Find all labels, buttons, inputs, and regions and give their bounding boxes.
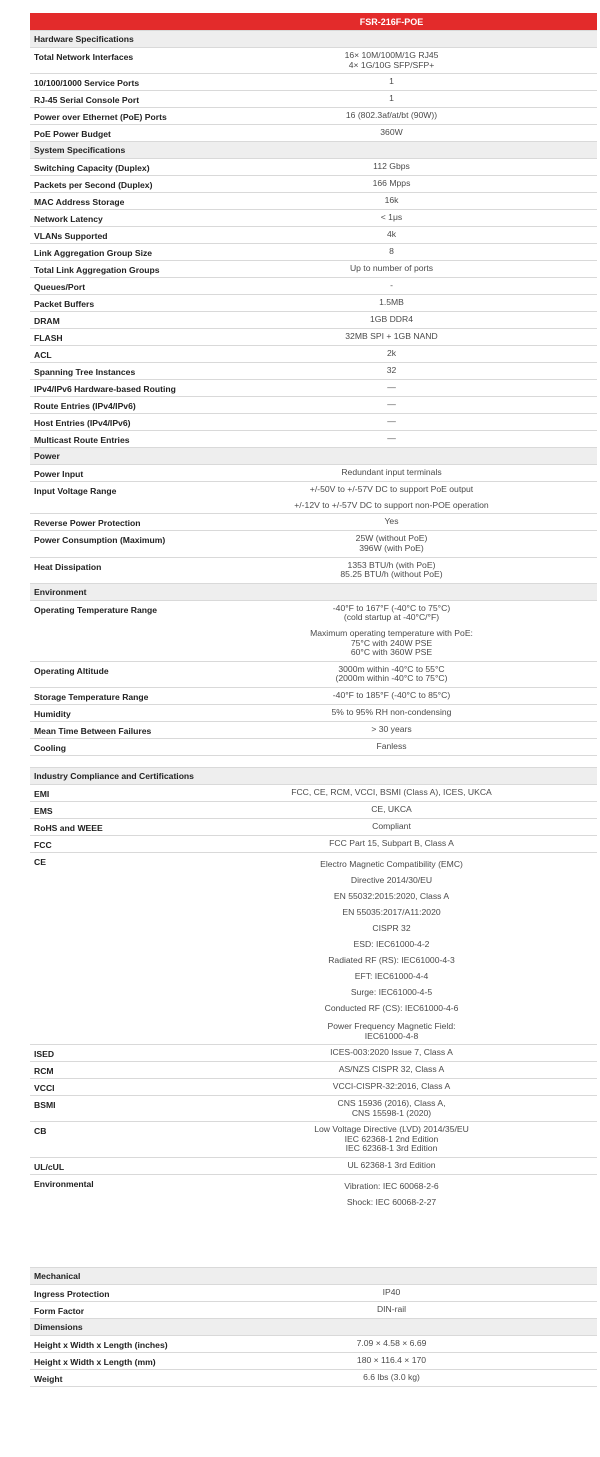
spec-row <box>30 835 597 852</box>
section-mechanical-title: Mechanical <box>30 1267 597 1284</box>
spec-label: Queues/Port <box>34 282 86 293</box>
spec-label: EMI <box>34 788 50 799</box>
spec-row <box>30 721 597 738</box>
spec-value: 2k <box>386 348 397 359</box>
spec-table <box>30 13 597 1387</box>
spec-label: Packets per Second (Duplex) <box>34 180 153 191</box>
spec-value: — <box>387 382 396 393</box>
spec-row <box>30 481 597 513</box>
spec-value: 1 <box>389 93 394 104</box>
spec-value: CE, UKCA <box>371 803 412 814</box>
value-line: -40°F to 167°F (-40°C to 75°C) <box>332 602 451 613</box>
spec-label: Height x Width x Length (inches) <box>34 1340 168 1351</box>
spec-value <box>226 601 597 661</box>
spec-row <box>30 345 597 362</box>
spec-row <box>30 530 597 556</box>
spec-value: DIN-rail <box>376 1304 407 1315</box>
spec-label: RCM <box>34 1066 54 1077</box>
spec-label: Multicast Route Entries <box>34 435 130 446</box>
section-system-title: System Specifications <box>30 141 597 158</box>
spec-row <box>30 1095 597 1121</box>
spec-label: RoHS and WEEE <box>34 822 103 833</box>
spec-label: Environmental <box>34 1179 94 1190</box>
spec-label: Humidity <box>34 708 71 719</box>
spec-row <box>30 430 597 447</box>
spec-label: Mean Time Between Failures <box>34 725 152 736</box>
section-power-title: Power <box>30 447 597 464</box>
spec-row <box>30 818 597 835</box>
spec-value: 1 <box>389 76 394 87</box>
value-line: 75°C with 240W PSE <box>350 637 433 648</box>
spec-value: < 1μs <box>380 212 403 223</box>
spec-label: VLANs Supported <box>34 231 108 242</box>
spec-row <box>30 294 597 311</box>
spec-label: UL/cUL <box>34 1162 65 1173</box>
value-line: IEC 62368-1 3rd Edition <box>345 1143 438 1154</box>
spec-label: Storage Temperature Range <box>34 691 149 702</box>
spec-row <box>30 784 597 801</box>
spec-label: Packet Buffers <box>34 299 95 310</box>
spec-label: Height x Width x Length (mm) <box>34 1357 156 1368</box>
spec-row <box>30 413 597 430</box>
spec-row <box>30 158 597 175</box>
spec-value: - <box>390 280 393 291</box>
spec-value: — <box>387 416 396 427</box>
spec-row <box>30 277 597 294</box>
spec-label: FCC <box>34 839 52 850</box>
spec-row <box>30 90 597 107</box>
spec-value: AS/NZS CISPR 32, Class A <box>338 1064 445 1075</box>
section-hardware-title: Hardware Specifications <box>30 30 597 47</box>
section-compliance-title: Industry Compliance and Certifications <box>30 767 597 784</box>
spec-label: Operating Altitude <box>34 665 109 676</box>
spec-value: Compliant <box>372 820 411 831</box>
spec-value: 32MB SPI + 1GB NAND <box>345 331 438 342</box>
spec-label: ISED <box>34 1049 55 1060</box>
spec-value <box>226 1175 597 1213</box>
value-line: +/-50V to +/-57V DC to support PoE output <box>309 484 474 495</box>
spec-label: ACL <box>34 350 52 361</box>
spec-row <box>30 1078 597 1095</box>
spec-row <box>30 243 597 260</box>
value-line: CNS 15936 (2016), Class A, <box>337 1098 446 1109</box>
value-line: Vibration: IEC 60068-2-6 <box>344 1181 439 1192</box>
spec-row <box>30 47 597 73</box>
spec-value: > 30 years <box>371 723 412 734</box>
spec-value: 112 Gbps <box>373 161 410 172</box>
value-line: IEC61000-4-8 <box>364 1030 419 1041</box>
spec-label: CB <box>34 1126 47 1137</box>
spec-value: Redundant input terminals <box>341 467 442 478</box>
spec-value: 180 × 116.4 × 170 <box>356 1355 427 1366</box>
spec-value: 360W <box>380 127 403 138</box>
value-line: Electro Magnetic Compatibility (EMC) <box>320 858 463 869</box>
value-line: +/-12V to +/-57V DC to support non-POE operation <box>294 499 489 510</box>
spec-row <box>30 124 597 141</box>
spec-label: IPv4/IPv6 Hardware-based Routing <box>34 384 176 395</box>
value-line: Maximum operating temperature with PoE: <box>310 627 473 638</box>
spec-row <box>30 1335 597 1352</box>
spec-row <box>30 1301 597 1318</box>
section-spacer <box>30 755 597 767</box>
spec-row <box>30 175 597 192</box>
spec-value: 166 Mpps <box>372 178 411 189</box>
spec-value: — <box>387 433 396 444</box>
spec-value <box>226 482 597 513</box>
spec-label: PoE Power Budget <box>34 129 111 140</box>
value-line: Surge: IEC61000-4-5 <box>350 986 433 997</box>
table-bottom-border <box>30 1386 597 1387</box>
spec-value: 8 <box>389 246 394 257</box>
spec-row <box>30 738 597 755</box>
spec-row <box>30 1174 597 1213</box>
value-line: 25W (without PoE) <box>355 533 428 544</box>
spec-value: 16 (802.3af/at/bt (90W)) <box>345 110 438 121</box>
spec-value: FCC Part 15, Subpart B, Class A <box>329 837 454 848</box>
value-line: (2000m within -40°C to 75°C) <box>335 673 448 684</box>
value-line: EN 55032:2015:2020, Class A <box>333 890 450 901</box>
spec-label: Power Consumption (Maximum) <box>34 535 166 546</box>
spec-label: Form Factor <box>34 1306 85 1317</box>
spec-label: Power over Ethernet (PoE) Ports <box>34 112 167 123</box>
spec-value: 7.09 × 4.58 × 6.69 <box>356 1338 427 1349</box>
spec-value: — <box>387 399 396 410</box>
spec-label: Total Link Aggregation Groups <box>34 265 160 276</box>
value-line: Power Frequency Magnetic Field: <box>327 1020 456 1031</box>
value-line: IEC 62368-1 2nd Edition <box>344 1133 439 1144</box>
spec-label: Weight <box>34 1374 63 1385</box>
spec-value <box>226 1096 597 1121</box>
spec-label: Total Network Interfaces <box>34 52 134 62</box>
spec-row <box>30 513 597 530</box>
spec-label: 10/100/1000 Service Ports <box>34 78 140 89</box>
spec-label: RJ-45 Serial Console Port <box>34 95 140 106</box>
spec-label: Input Voltage Range <box>34 486 117 497</box>
spec-value: Yes <box>384 516 399 527</box>
value-line: ESD: IEC61000-4-2 <box>353 938 430 949</box>
spec-label: Network Latency <box>34 214 103 225</box>
spec-row <box>30 107 597 124</box>
spec-label: Route Entries (IPv4/IPv6) <box>34 401 136 412</box>
spec-row <box>30 73 597 90</box>
spec-row <box>30 226 597 243</box>
value-line: Conducted RF (CS): IEC61000-4-6 <box>324 1002 459 1013</box>
spec-value: VCCI-CISPR-32:2016, Class A <box>332 1081 451 1092</box>
spec-row <box>30 311 597 328</box>
spec-value: ICES-003:2020 Issue 7, Class A <box>330 1047 453 1058</box>
spec-value: 32 <box>386 365 397 376</box>
value-line: Directive 2014/30/EU <box>350 874 433 885</box>
value-line: Low Voltage Directive (LVD) 2014/35/EU <box>314 1124 469 1135</box>
spec-value: IP40 <box>382 1287 401 1298</box>
spec-row <box>30 209 597 226</box>
spec-row <box>30 687 597 704</box>
spec-row <box>30 362 597 379</box>
spec-row <box>30 1121 597 1157</box>
spec-label: VCCI <box>34 1083 55 1094</box>
value-line: 4× 1G/10G SFP/SFP+ <box>348 59 435 70</box>
spec-row <box>30 1061 597 1078</box>
spec-row <box>30 801 597 818</box>
spec-label: Host Entries (IPv4/IPv6) <box>34 418 131 429</box>
spec-row <box>30 1369 597 1386</box>
value-line: 60°C with 360W PSE <box>350 647 433 658</box>
spec-value: Fanless <box>376 740 407 751</box>
spec-label: MAC Address Storage <box>34 197 125 208</box>
value-line: CNS 15598-1 (2020) <box>351 1107 432 1118</box>
spec-label: Spanning Tree Instances <box>34 367 136 378</box>
spec-value: UL 62368-1 3rd Edition <box>347 1160 436 1171</box>
spec-value: 6.6 lbs (3.0 kg) <box>363 1372 420 1383</box>
spec-value: Up to number of ports <box>349 263 434 274</box>
spec-row <box>30 192 597 209</box>
spec-label: CE <box>34 856 46 867</box>
spec-value: -40°F to 185°F (-40°C to 85°C) <box>332 689 451 700</box>
spec-value <box>226 48 597 73</box>
table-header <box>30 13 597 30</box>
spec-value <box>226 1122 597 1157</box>
spec-row <box>30 1044 597 1061</box>
value-line: EFT: IEC61000-4-4 <box>354 970 429 981</box>
value-line: CISPR 32 <box>372 922 411 933</box>
value-line: 16× 10M/100M/1G RJ45 <box>344 50 439 60</box>
value-line: Radiated RF (RS): IEC61000-4-3 <box>328 954 455 965</box>
value-line: EN 55035:2017/A11:2020 <box>342 906 441 917</box>
spec-row <box>30 1157 597 1174</box>
spec-label: Power Input <box>34 469 84 480</box>
value-line: 3000m within -40°C to 55°C <box>338 663 445 674</box>
spec-row <box>30 600 597 661</box>
spec-row <box>30 661 597 687</box>
value-line: Shock: IEC 60068-2-27 <box>346 1197 437 1208</box>
spec-label: EMS <box>34 805 53 816</box>
spec-label: DRAM <box>34 316 60 327</box>
spec-value <box>226 662 597 687</box>
spec-value: 5% to 95% RH non-condensing <box>331 706 452 717</box>
spec-value: 1.5MB <box>379 297 404 308</box>
spec-row <box>30 1352 597 1369</box>
spec-label: Switching Capacity (Duplex) <box>34 163 150 174</box>
value-line: 85.25 BTU/h (without PoE) <box>340 569 443 580</box>
section-environment-title: Environment <box>30 583 597 600</box>
spec-label: BSMI <box>34 1100 56 1111</box>
spec-row <box>30 1284 597 1301</box>
section-dimensions-title: Dimensions <box>30 1318 597 1335</box>
spec-label: Reverse Power Protection <box>34 518 141 529</box>
spec-row <box>30 464 597 481</box>
spec-value: FCC, CE, RCM, VCCI, BSMI (Class A), ICES, UKCA <box>291 786 492 797</box>
value-line: 396W (with PoE) <box>359 542 424 553</box>
spec-label: Ingress Protection <box>34 1289 110 1300</box>
spec-label: Operating Temperature Range <box>34 604 158 615</box>
spec-value <box>226 853 597 1044</box>
spec-row <box>30 852 597 1044</box>
spec-row <box>30 260 597 277</box>
spec-row <box>30 396 597 413</box>
spec-row <box>30 704 597 721</box>
spec-label: Link Aggregation Group Size <box>34 248 153 259</box>
spec-label: Cooling <box>34 742 66 753</box>
spec-row <box>30 557 597 583</box>
spec-row <box>30 379 597 396</box>
spec-value <box>226 531 597 556</box>
spec-row <box>30 328 597 345</box>
value-line: 1353 BTU/h (with PoE) <box>347 559 436 570</box>
section-spacer <box>30 1213 597 1267</box>
product-name: FSR-216F-POE <box>359 16 424 27</box>
spec-value: 4k <box>386 229 397 240</box>
spec-value: 1GB DDR4 <box>370 314 413 325</box>
spec-value: 16k <box>384 195 399 206</box>
spec-label: FLASH <box>34 333 63 344</box>
value-line: (cold startup at -40°C/°F) <box>343 612 440 623</box>
spec-value <box>226 558 597 583</box>
spec-label: Heat Dissipation <box>34 561 102 572</box>
